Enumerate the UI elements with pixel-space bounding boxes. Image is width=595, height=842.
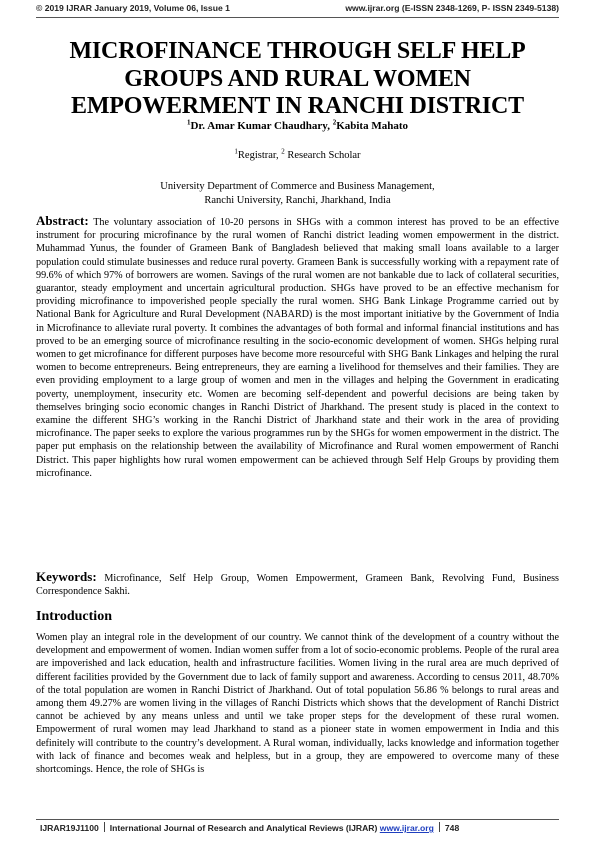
header-citation: © 2019 IJRAR January 2019, Volume 06, Issue 1 [36,3,230,13]
footer-separator [439,822,440,832]
keywords-label: Keywords: [36,569,97,584]
affiliation [0,180,595,207]
abstract [36,214,559,480]
footer-journal: International Journal of Research and Analytical Reviews (IJRAR) [109,823,378,833]
footer-website-link[interactable]: www.ijrar.org [379,823,434,833]
affiliation-line-2: Ranchi University, Ranchi, Jharkhand, India [204,194,391,206]
keywords [36,570,559,598]
running-footer [40,822,459,833]
footer-divider [36,819,559,820]
keywords-text: Microfinance, Self Help Group, Women Empowerment, Grameen Bank, Revolving Fund, Business Correspondence Sakhi. [36,573,559,598]
author-line [0,120,595,132]
author-roles [0,147,595,161]
introduction-heading: Introduction [36,609,112,624]
affiliation-line-1: University Department of Commerce and Business Management, [160,181,435,192]
paper-title: MICROFINANCE THROUGH SELF HELP GROUPS AND RURAL WOMEN EMPOWERMENT IN RANCHI DISTRICT [69,38,526,119]
footer-separator [104,822,105,832]
role-1: Registrar, [237,150,282,161]
page-number: 748 [444,823,460,833]
role-1-marker: 1 [234,147,238,156]
author-1-name: Dr. Amar Kumar Chaudhary, [190,120,333,132]
introduction-text: Women play an integral role in the development of our country. We cannot think of the development of a country without the development and empowerment of women. Indian women suffer from a lot of socio-economic problems. People of the rural area are impoverished and lack education, health and infrastructure facilities. Women living in the rural area are much deprived of different facilities provided by the Government due to lack of family support and awareness. According to census 2011, 48.70% of the total population are women in Ranchi District of Jharkhand. Out of total population 56.86 % belongs to rural areas and among them 49.27% are women living in the villages of Ranchi Districts which shows that the development of Ranchi District cannot be achieved by any means unless and until we take proper steps for the development of these rural women. Empowerment of rural women may lead Jharkhand to stand as a pioneer state in women empowerment in India and this definitely will contribute to the country’s development. A Rural woman, individually, lacks knowledge and information together with lack of finance and becomes weak and helpless, but in a group, they are empowered to overcome many of these shortcomings. Hence, the role of SHGs is [36,632,559,776]
running-header [36,3,559,13]
role-2-marker: 2 [281,147,285,156]
paper-code: IJRAR19J1100 [40,823,99,833]
header-journal-info: www.ijrar.org (E-ISSN 2348-1269, P- ISSN 2349-5138) [345,3,559,13]
header-divider [36,17,559,18]
author-2-marker: 2 [332,118,337,127]
role-2: Research Scholar [284,150,361,161]
abstract-text: The voluntary association of 10-20 persons in SHGs with a common interest has proved to be an effective instrument for procuring microfinance by the rural women of Ranchi district leading women empowerment in the district. Muhammad Yunus, the founder of Grameen Bank of Bangladesh believed that making small loans available to a larger population could stimulate businesses and reduce rural poverty. Grameen Bank is successfully working with a repayment rate of 99.6% of which 97% of borrowers are women. Savings of the rural women are not bankable due to lack of collateral securities, guarantor, steady employment and uncertain agricultural production. SHGs have proved to be an effective mechanism for providing microfinance to impoverished people specially the rural women. SHG Bank Linkage Programme carried out by National Bank for Agriculture and Rural Development (NABARD) is the most important initiative by the Government of India in Microfinance to alleviate rural poverty. It combines the advantages of both formal and informal financial institutions and has proved to be an emerging source of microfinance resulting in the socio-economic development of women. SHGs helping rural women to get microfinance for different purposes have become more resourceful with SHG Bank Linkages and helping the rural women to become entrepreneurs. Being entrepreneurs, they are earning a livelihood for themselves and their families. They are even providing employment to a large group of women and men in the villages and helping the Government in eradicating poverty, unemployment, insecurity etc. Women are becoming self-dependent and powerful decisions are being taken by themselves bringing socio economic changes in Ranchi District of Jharkhand. The present study is placed in the context to examine the different SHG’s working in the Ranchi District of Jharkhand state and their work in the area of providing microfinance. The paper seeks to explore the various programmes run by the SHGs for women empowerment in the district. The paper put emphasis on the relationship between the availability of Microfinance and Rural women empowerment of Ranchi District. This paper highlights how rural women empowerment can be achieved through Self Help Groups by providing them microfinance. [36,217,559,479]
author-2-name: Kabita Mahato [336,120,409,132]
abstract-label: Abstract: [36,213,89,228]
author-1-marker: 1 [186,118,191,127]
